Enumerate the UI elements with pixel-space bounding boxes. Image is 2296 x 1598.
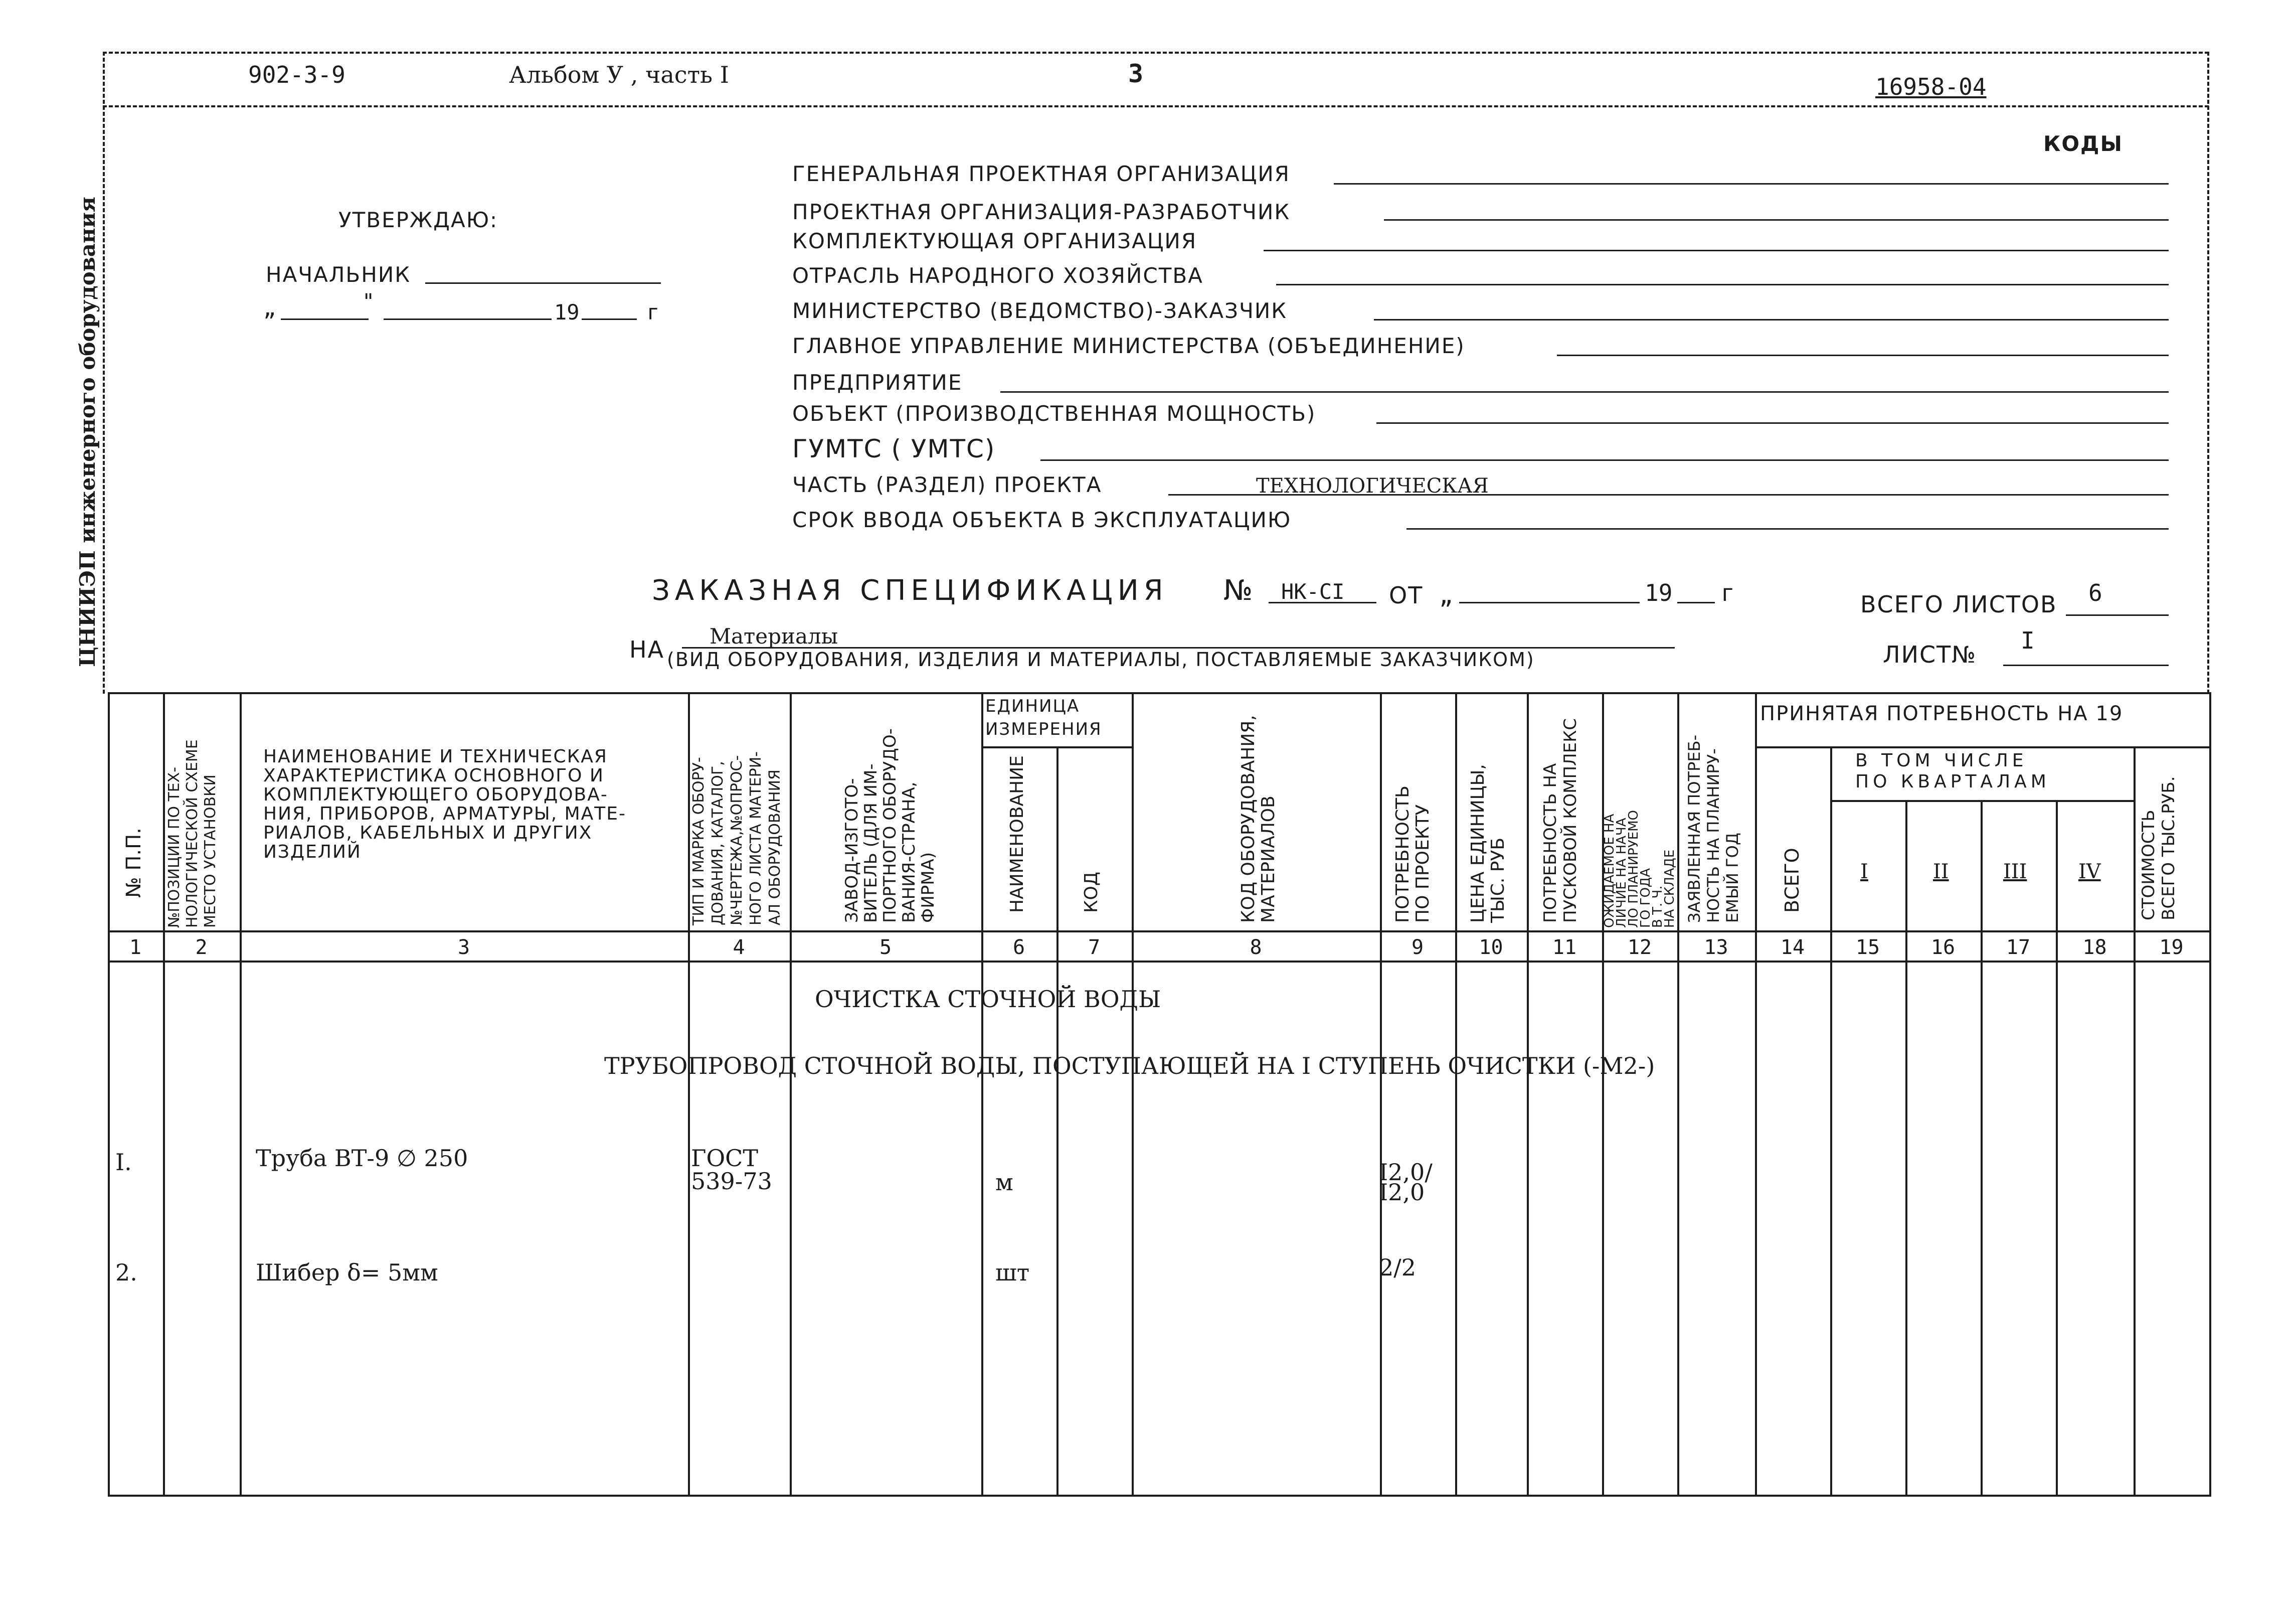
org-field-line: [1276, 284, 2169, 285]
sheet-line: [2003, 665, 2169, 666]
header-accepted-group: ПРИНЯТАЯ ПОТРЕБНОСТЬ НА 19: [1760, 702, 2124, 725]
col-border: [1755, 692, 1757, 1495]
col-border: [1677, 692, 1679, 1495]
project-part-value: ТЕХНОЛОГИЧЕСКАЯ: [1256, 474, 1489, 498]
header-c13: ЗАЯВЛЕННАЯ ПОТРЕБ- НОСТЬ НА ПЛАНИРУ- ЕМЫЙ ГОД: [1685, 734, 1742, 923]
col-border: [2134, 746, 2136, 1495]
approve-date-quote: ": [362, 289, 375, 313]
col-border: [1527, 692, 1529, 1495]
column-number: 5: [879, 936, 892, 959]
org-field-label: ЧАСТЬ (РАЗДЕЛ) ПРОЕКТА: [792, 472, 1102, 497]
col-border: [1905, 800, 1907, 1495]
org-field-line: [1406, 528, 2169, 530]
row-unit: м: [995, 1169, 1013, 1196]
approve-year-line: [582, 318, 637, 320]
column-number: 7: [1088, 936, 1101, 959]
org-field-label: ГЛАВНОЕ УПРАВЛЕНИЕ МИНИСТЕРСТВА (ОБЪЕДИНЕНИЕ): [792, 334, 1465, 358]
column-number: 13: [1704, 936, 1728, 959]
header-c2: №ПОЗИЦИИ ПО ТЕХ- НОЛОГИЧЕСКОЙ СХЕМЕ МЕСТО УСТАНОВКИ: [165, 739, 219, 928]
section-title: ОЧИСТКА СТОЧНОЙ ВОДЫ: [815, 986, 1161, 1013]
frame-right: [2207, 52, 2209, 694]
album-label: Альбом У , часть I: [509, 61, 729, 88]
spec-title: ЗАКАЗНАЯ СПЕЦИФИКАЦИЯ: [652, 574, 1168, 607]
org-field-label: ОБЪЕКТ (ПРОИЗВОДСТВЕННАЯ МОЩНОСТЬ): [792, 401, 1316, 426]
org-field-line: [1557, 355, 2169, 356]
col-border: [1132, 692, 1134, 1495]
column-number: 2: [195, 936, 208, 959]
col-border: [2056, 800, 2058, 1495]
col-border: [163, 692, 165, 1495]
chief-signature-line: [425, 282, 661, 284]
org-field-label: ОТРАСЛЬ НАРОДНОГО ХОЗЯЙСТВА: [792, 263, 1203, 288]
col-border: [1830, 746, 1832, 1495]
org-field-line: [1000, 391, 2169, 393]
header-c12: ОЖИДАЕМОЕ НА ЛИЧИЕ НА НАЧА ЛО ПЛАНИРУЕМО ГО ГОДА В Т. Ч. НА СКЛАДЕ: [1602, 810, 1677, 928]
col-border: [1981, 800, 1983, 1495]
column-number: 16: [1930, 936, 1956, 959]
col-border: [790, 692, 792, 1495]
on-hint: (ВИД ОБОРУДОВАНИЯ, ИЗДЕЛИЯ И МАТЕРИАЛЫ, ПОСТАВЛЯЕМЫЕ ЗАКАЗЧИКОМ): [667, 649, 1535, 671]
column-number: 17: [2006, 936, 2031, 959]
col-border: [1056, 746, 1058, 1495]
doc-code: 902-3-9: [248, 61, 345, 88]
org-field-line: [1264, 250, 2169, 251]
org-field-line: [1384, 219, 2169, 221]
column-number: 3: [457, 936, 470, 959]
page-number: 3: [1128, 59, 1144, 88]
header-c7: КОД: [1081, 871, 1102, 913]
frame-top: [103, 52, 2209, 54]
org-field-label: ПРЕДПРИЯТИЕ: [792, 370, 963, 395]
header-c19: СТОИМОСТЬ ВСЕГО ТЫС.РУБ.: [2139, 776, 2179, 920]
row-need-line1: I2,0/: [1379, 1159, 1433, 1186]
header-c3: НАИМЕНОВАНИЕ И ТЕХНИЧЕСКАЯ ХАРАКТЕРИСТИКА ОСНОВНОГО И КОМПЛЕКТУЮЩЕГО ОБОРУДОВА- НИЯ, ПРИБОРОВ, АРМАТУРЫ, МАТЕ- РИАЛОВ, КАБЕЛЬНЫХ И ДРУГИХ ИЗДЕЛИЙ: [263, 746, 626, 862]
spec-number: НК-CI: [1281, 579, 1345, 604]
header-quarters-group: В ТОМ ЧИСЛЕ ПО КВАРТАЛАМ: [1855, 750, 2050, 792]
chief-label: НАЧАЛЬНИК: [266, 262, 411, 287]
column-number: 12: [1627, 936, 1652, 959]
sheet-value: I: [2021, 627, 2035, 654]
column-number: 6: [1012, 936, 1025, 959]
sheet-label: ЛИСТ№: [1883, 641, 1977, 668]
spec-from-label: ОТ: [1389, 582, 1424, 609]
table-header-bottom: [108, 930, 2211, 932]
header-unit-group: ЕДИНИЦА ИЗМЕРЕНИЯ: [985, 696, 1102, 739]
side-label: ЦНИИЭП инженерного оборудования: [75, 197, 100, 667]
column-number: 4: [733, 936, 745, 959]
org-field-label: ГУМТС ( УМТС): [792, 434, 996, 463]
org-field-label: ГЕНЕРАЛЬНАЯ ПРОЕКТНАЯ ОРГАНИЗАЦИЯ: [792, 162, 1290, 186]
org-field-line: [1040, 459, 2169, 461]
table-colnum-bottom: [108, 961, 2211, 963]
org-field-line: [1334, 183, 2169, 185]
col-border: [240, 692, 242, 1495]
header-q2: II: [1933, 860, 1949, 883]
header-c10: ЦЕНА ЕДИНИЦЫ, ТЫС. РУБ: [1468, 764, 1508, 923]
column-number: 15: [1855, 936, 1880, 959]
column-number: 18: [2082, 936, 2107, 959]
approve-title: УТВЕРЖДАЮ:: [338, 208, 498, 232]
col-border: [1380, 692, 1382, 1495]
header-c5: ЗАВОД-ИЗГОТО- ВИТЕЛЬ (ДЛЯ ИМ- ПОРТНОГО ОБОРУДО- ВАНИЯ-СТРАНА, ФИРМА): [842, 728, 938, 923]
header-c11: ПОТРЕБНОСТЬ НА ПУСКОВОЙ КОМПЛЕКС: [1540, 718, 1580, 923]
on-label: НА: [629, 636, 665, 663]
frame-header-line: [103, 105, 2209, 107]
row-need-line1: 2/2: [1379, 1254, 1417, 1281]
col-border: [1455, 692, 1457, 1495]
header-q4: IV: [2078, 860, 2101, 883]
approve-day-line: [281, 318, 369, 320]
column-number: 11: [1552, 936, 1577, 959]
codes-label: КОДЫ: [2043, 131, 2123, 156]
accepted-group-line: [1755, 746, 2211, 748]
approve-date-prefix: „: [263, 296, 276, 321]
row-type-line1: ГОСТ: [691, 1145, 759, 1172]
total-sheets-line: [2066, 614, 2169, 616]
spec-number-line: [1269, 602, 1376, 603]
header-c1: № П.П.: [122, 828, 145, 898]
total-sheets-value: 6: [2088, 579, 2102, 606]
header-c14: ВСЕГО: [1781, 848, 1803, 913]
row-unit: шт: [995, 1259, 1030, 1286]
table-bottom-border: [108, 1495, 2211, 1497]
org-field-label: МИНИСТЕРСТВО (ВЕДОМСТВО)-ЗАКАЗЧИК: [792, 298, 1288, 323]
header-c4: ТИП И МАРКА ОБОРУ- ДОВАНИЯ, КАТАЛОГ, №ЧЕРТЕЖА,№ОПРОС- НОГО ЛИСТА МАТЕРИ- АЛ ОБОРУДОВАНИЯ: [690, 751, 784, 925]
spec-date-prefix: „: [1439, 582, 1453, 609]
column-number: 9: [1411, 936, 1424, 959]
spec-year: 19: [1645, 579, 1673, 606]
column-number: 19: [2159, 936, 2184, 959]
row-name: Шибер δ= 5мм: [256, 1259, 438, 1286]
doc-number: 16958-04: [1875, 73, 1987, 100]
org-field-label: ПРОЕКТНАЯ ОРГАНИЗАЦИЯ-РАЗРАБОТЧИК: [792, 200, 1291, 224]
col-border: [2209, 692, 2211, 1495]
table-top-border: [108, 692, 2211, 694]
col-border: [108, 692, 110, 1495]
spec-date-line: [1459, 602, 1640, 603]
header-c9: ПОТРЕБНОСТЬ ПО ПРОЕКТУ: [1392, 785, 1433, 923]
org-field-line: [1376, 422, 2169, 424]
approve-year: 19: [554, 300, 580, 325]
frame-left: [103, 52, 105, 694]
column-number: 14: [1780, 936, 1805, 959]
row-number: 2.: [115, 1259, 137, 1286]
row-number: I.: [115, 1149, 132, 1176]
header-c6: НАИМЕНОВАНИЕ: [1007, 755, 1027, 913]
column-number: 10: [1479, 936, 1503, 959]
on-value: Материалы: [710, 624, 838, 649]
org-field-label: КОМПЛЕКТУЮЩАЯ ОРГАНИЗАЦИЯ: [792, 229, 1197, 253]
col-border: [981, 692, 983, 1495]
row-type-line2: 539-73: [691, 1168, 772, 1195]
spec-year-suffix: г: [1721, 579, 1735, 606]
spec-year-line: [1677, 602, 1715, 603]
spec-number-label: №: [1223, 574, 1254, 607]
total-sheets-label: ВСЕГО ЛИСТОВ: [1860, 591, 2057, 618]
column-number: 1: [129, 936, 142, 959]
header-q3: III: [2003, 860, 2027, 883]
row-need-line2: I2,0: [1379, 1179, 1425, 1206]
header-q1: I: [1860, 860, 1868, 883]
column-number: 8: [1250, 936, 1262, 959]
subsection-title: ТРУБОПРОВОД СТОЧНОЙ ВОДЫ, ПОСТУПАЮЩЕЙ НА I СТУПЕНЬ ОЧИСТКИ (-М2-): [604, 1052, 1655, 1079]
org-field-label: СРОК ВВОДА ОБЪЕКТА В ЭКСПЛУАТАЦИЮ: [792, 508, 1292, 532]
header-c8: КОД ОБОРУДОВАНИЯ, МАТЕРИАЛОВ: [1238, 715, 1279, 923]
row-name: Труба ВТ-9 ∅ 250: [256, 1145, 468, 1172]
org-field-line: [1374, 319, 2169, 321]
approve-month-line: [384, 318, 552, 320]
approve-year-suffix: г: [647, 300, 660, 325]
